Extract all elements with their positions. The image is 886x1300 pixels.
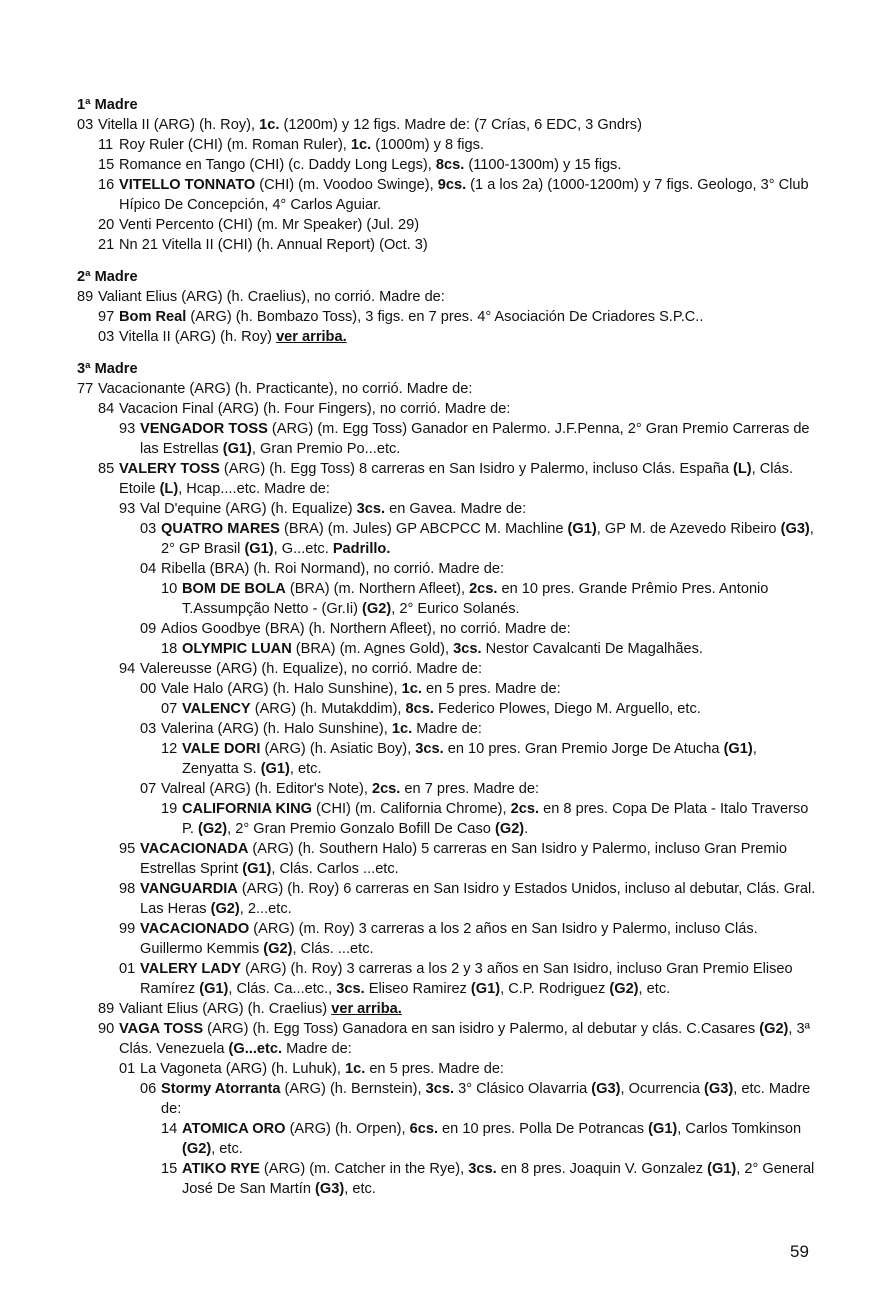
entry-text [182,799,817,839]
text-run: , Clás. Ca...etc., [228,981,337,997]
emphasis-text: (G1) [648,1121,678,1137]
emphasis-text: 1c. [350,137,372,153]
entry-text [98,115,817,135]
text-run: (ARG) (h. Orpen), [285,1121,410,1137]
text-run: Roy Ruler (CHI) (m. Roman Ruler), [119,137,351,153]
emphasis-text: (G2) [494,821,525,837]
emphasis-text: 6cs. [409,1121,438,1137]
entry-text [182,639,817,659]
entry-text [119,307,817,327]
pedigree-entry [161,639,817,659]
birth-year: 93 [119,501,136,517]
emphasis-text: (G...etc. [228,1041,283,1057]
entry-text [119,215,817,235]
text-run: , 2° GP Brasil [161,521,814,557]
emphasis-text: 3cs. [415,741,444,757]
pedigree-entry [98,327,817,347]
text-run: Vale Halo (ARG) (h. Halo Sunshine), [161,681,402,697]
text-run: (ARG) (h. Asiatic Boy), [260,741,416,757]
emphasis-text: (G2) [362,601,392,617]
text-run: Nestor Cavalcanti De Magalhães. [481,641,703,657]
text-run: (BRA) (m. Northern Afleet), [285,581,470,597]
dam-section [77,267,817,347]
entry-text [119,399,817,419]
emphasis-text: 1c. [259,117,280,133]
text-run: Venti Percento (CHI) (m. Mr Speaker) (Jul. 29) [119,217,420,233]
emphasis-text: VACACIONADO [140,921,250,937]
entry-text [119,155,817,175]
pedigree-entry [140,619,817,639]
text-run: (ARG) (h. Bernstein), [280,1081,426,1097]
birth-year: 99 [119,921,136,937]
entry-text [119,235,817,255]
pedigree-entry [98,215,817,235]
entry-text [140,419,817,459]
pedigree-entry [161,739,817,779]
entry-text [182,699,817,719]
text-run: , Gran Premio Po...etc. [251,441,401,457]
emphasis-text: (G2) [609,981,639,997]
emphasis-text: (G1) [199,981,229,997]
emphasis-text: 9cs. [437,177,467,193]
emphasis-text: VANGUARDIA [140,881,238,897]
cross-reference: ver arriba. [331,1001,402,1017]
emphasis-text: (G2) [263,941,293,957]
text-run: , 2...etc. [239,901,292,917]
birth-year: 03 [140,521,157,537]
text-run: , Clás. ...etc. [292,941,374,957]
text-run: , 3ª Clás. Venezuela [119,1021,811,1057]
text-run: , Carlos Tomkinson [677,1121,802,1137]
emphasis-text: VACACIONADA [140,841,249,857]
pedigree-entry [119,959,817,999]
birth-year: 09 [140,621,157,637]
text-run: Ribella (BRA) (h. Roi Normand), no corrió. Madre de: [161,561,505,577]
text-run: La Vagoneta (ARG) (h. Luhuk), [140,1061,345,1077]
emphasis-text: OLYMPIC LUAN [182,641,292,657]
text-run: , 2° Gran Premio Gonzalo Bofill De Caso [227,821,495,837]
emphasis-text: VITELLO TONNATO [119,177,256,193]
entry-text [161,779,817,799]
text-run: (1100-1300m) y 15 figs. [464,157,622,173]
text-run: (1200m) y 12 figs. Madre de: (7 Crías, 6 EDC, 3 Gndrs) [279,117,642,133]
birth-year: 14 [161,1121,178,1137]
text-run: en 8 pres. Copa De Plata - Italo Traverso P. [182,801,809,837]
text-run: (ARG) (h. Mutakddim), [250,701,406,717]
entry-text [119,1019,817,1059]
section-heading: 1ª Madre [77,97,138,113]
text-run: , 2° Eurico Solanés. [391,601,520,617]
birth-year: 06 [140,1081,157,1097]
pedigree-entry [119,1059,817,1079]
emphasis-text: (G1) [242,861,272,877]
dam-section [77,95,817,255]
text-run: , Clás. Etoile [119,461,793,497]
text-run: en 10 pres. Grande Prêmio Pres. Antonio T.Assumpção Netto - (Gr.Ii) [182,581,769,617]
text-run: Val D'equine (ARG) (h. Equalize) [140,501,357,517]
text-run: , Hcap....etc. Madre de: [178,481,330,497]
section-heading: 2ª Madre [77,269,138,285]
entry-text [182,579,817,619]
birth-year: 84 [98,401,115,417]
pedigree-entry [161,1159,817,1199]
pedigree-entry [140,559,817,579]
emphasis-text: VAGA TOSS [119,1021,204,1037]
text-run: , etc. Madre de: [161,1081,811,1117]
text-run: 3° Clásico Olavarria [454,1081,592,1097]
birth-year: 21 [98,237,115,253]
emphasis-text: 3cs. [356,501,386,517]
pedigree-entry [77,379,817,399]
text-run: Madre de: [412,721,482,737]
text-run: (BRA) (m. Agnes Gold), [291,641,454,657]
emphasis-text: VALERY TOSS [119,461,220,477]
emphasis-text: (L) [733,461,752,477]
emphasis-text: (L) [159,481,179,497]
text-run: Valerina (ARG) (h. Halo Sunshine), [161,721,392,737]
birth-year: 89 [77,289,94,305]
text-run: Valreal (ARG) (h. Editor's Note), [161,781,372,797]
emphasis-text: BOM DE BOLA [182,581,286,597]
birth-year: 12 [161,741,178,757]
birth-year: 07 [140,781,157,797]
text-run: , Ocurrencia [620,1081,705,1097]
entry-text [161,679,817,699]
pedigree-document [77,95,817,1211]
text-run: Valiant Elius (ARG) (h. Craelius) [119,1001,332,1017]
text-run: , etc. [289,761,322,777]
text-run: (BRA) (m. Jules) GP ABCPCC M. Machline [279,521,568,537]
birth-year: 03 [140,721,157,737]
pedigree-entry [140,679,817,699]
text-run: (CHI) (m. Voodoo Swinge), [255,177,438,193]
text-run: , C.P. Rodriguez [500,981,610,997]
text-run: (ARG) (h. Roy) 3 carreras a los 2 y 3 años en San Isidro, incluso Gran Premio Eliseo Ramírez [140,961,793,997]
emphasis-text: 8cs. [435,157,465,173]
entry-text [140,839,817,879]
emphasis-text: QUATRO MARES [161,521,280,537]
pedigree-entry [119,919,817,959]
text-run: , GP M. de Azevedo Ribeiro [596,521,781,537]
emphasis-text: VALE DORI [182,741,261,757]
pedigree-entry [161,699,817,719]
text-run: Vitella II (ARG) (h. Roy) [119,329,277,345]
birth-year: 95 [119,841,136,857]
emphasis-text: ATOMICA ORO [182,1121,286,1137]
birth-year: 03 [98,329,115,345]
emphasis-text: ATIKO RYE [182,1161,260,1177]
emphasis-text: 2cs. [469,581,498,597]
birth-year: 04 [140,561,157,577]
text-run: Vacacionante (ARG) (h. Practicante), no corrió. Madre de: [98,381,473,397]
pedigree-entry [77,287,817,307]
emphasis-text: (G3) [315,1181,345,1197]
emphasis-text: 3cs. [425,1081,455,1097]
emphasis-text: 3cs. [336,981,365,997]
text-run: Vacacion Final (ARG) (h. Four Fingers), no corrió. Madre de: [119,401,511,417]
text-run: en 10 pres. Gran Premio Jorge De Atucha [443,741,724,757]
birth-year: 16 [98,177,115,193]
text-run: en 10 pres. Polla De Potrancas [438,1121,649,1137]
birth-year: 77 [77,381,94,397]
entry-text [119,135,817,155]
text-run: . [524,821,529,837]
emphasis-text: (G1) [723,741,753,757]
text-run: (CHI) (m. California Chrome), [311,801,511,817]
emphasis-text: 2cs. [510,801,540,817]
birth-year: 01 [119,1061,136,1077]
emphasis-text: 3cs. [453,641,482,657]
birth-year: 98 [119,881,136,897]
emphasis-text: 1c. [401,681,422,697]
emphasis-text: (G1) [222,441,252,457]
birth-year: 07 [161,701,178,717]
cross-reference: ver arriba. [276,329,347,345]
text-run: (ARG) (m. Roy) 3 carreras a los 2 años en San Isidro y Palermo, incluso Clás. Guillermo Kemmis [140,921,758,957]
emphasis-text: VALERY LADY [140,961,242,977]
entry-text [182,739,817,779]
text-run: (ARG) (m. Catcher in the Rye), [259,1161,469,1177]
text-run: (ARG) (h. Egg Toss) Ganadora en san isidro y Palermo, al debutar y clás. C.Casares [203,1021,760,1037]
pedigree-entry [98,307,817,327]
pedigree-entry [98,135,817,155]
emphasis-text: (G1) [470,981,501,997]
pedigree-entry [98,399,817,419]
birth-year: 19 [161,801,178,817]
emphasis-text: (G2) [197,821,228,837]
emphasis-text: (G1) [244,541,274,557]
birth-year: 10 [161,581,178,597]
text-run: , G...etc. [273,541,333,557]
pedigree-entry [161,579,817,619]
entry-text [161,719,817,739]
page-number: 59 [790,1242,809,1261]
pedigree-entry [119,659,817,679]
birth-year: 85 [98,461,115,477]
pedigree-entry [98,235,817,255]
emphasis-text: (G1) [567,521,597,537]
birth-year: 01 [119,961,136,977]
text-run: Valiant Elius (ARG) (h. Craelius), no corrió. Madre de: [98,289,445,305]
emphasis-text: (G2) [182,1141,212,1157]
text-run: (1000m) y 8 figs. [371,137,484,153]
text-run: Federico Plowes, Diego M. Arguello, etc. [433,701,701,717]
birth-year: 94 [119,661,136,677]
emphasis-text: (G3) [704,1081,734,1097]
birth-year: 18 [161,641,178,657]
emphasis-text: CALIFORNIA KING [182,801,312,817]
entry-text [98,379,817,399]
text-run: (ARG) (h. Roy) 6 carreras en San Isidro y Estados Unidos, incluso al debutar, Clás. Gral. Las Heras [140,881,816,917]
pedigree-entry [98,459,817,499]
entry-text [140,499,817,519]
text-run: (ARG) (h. Egg Toss) 8 carreras en San Isidro y Palermo, incluso Clás. España [219,461,733,477]
pedigree-entry [119,879,817,919]
pedigree-entry [119,839,817,879]
pedigree-entry [161,799,817,839]
emphasis-text: Padrillo. [332,541,391,557]
birth-year: 90 [98,1021,115,1037]
emphasis-text: 1c. [391,721,413,737]
entry-text [98,287,817,307]
entry-text [140,959,817,999]
entry-text [119,175,817,215]
birth-year: 03 [77,117,94,133]
pedigree-entry [140,1079,817,1119]
text-run: (1 a los 2a) (1000-1200m) y 7 figs. Geologo, 3° Club Hípico De Concepción, 4° Carlos Aguiar. [119,177,809,213]
birth-year: 89 [98,1001,115,1017]
birth-year: 15 [98,157,115,173]
text-run: Valereusse (ARG) (h. Equalize), no corrió. Madre de: [140,661,483,677]
text-run: en 5 pres. Madre de: [365,1061,504,1077]
text-run: en Gavea. Madre de: [385,501,527,517]
pedigree-entry [98,999,817,1019]
birth-year: 20 [98,217,115,233]
text-run: Adios Goodbye (BRA) (h. Northern Afleet), no corrió. Madre de: [161,621,571,637]
birth-year: 00 [140,681,157,697]
entry-text [140,659,817,679]
text-run: , etc. [638,981,671,997]
entry-text [140,919,817,959]
text-run: en 8 pres. Joaquin V. Gonzalez [496,1161,708,1177]
emphasis-text: VALENCY [182,701,251,717]
emphasis-text: (G3) [591,1081,621,1097]
text-run: Madre de: [282,1041,352,1057]
emphasis-text: VENGADOR TOSS [140,421,268,437]
emphasis-text: 1c. [344,1061,366,1077]
emphasis-text: (G1) [260,761,290,777]
entry-text [140,879,817,919]
emphasis-text: (G2) [759,1021,789,1037]
pedigree-entry [140,519,817,559]
emphasis-text: (G2) [210,901,240,917]
entry-text [182,1119,817,1159]
birth-year: 15 [161,1161,178,1177]
birth-year: 93 [119,421,136,437]
birth-year: 97 [98,309,115,325]
pedigree-entry [98,155,817,175]
text-run: (ARG) (h. Bombazo Toss), 3 figs. en 7 pres. 4° Asociación De Criadores S.P.C.. [186,309,704,325]
text-run: (ARG) (m. Egg Toss) Ganador en Palermo. J.F.Penna, 2° Gran Premio Carreras de las Estrellas [140,421,810,457]
text-run: (ARG) (h. Southern Halo) 5 carreras en San Isidro y Palermo, incluso Gran Premio Estrellas Sprint [140,841,787,877]
entry-text [119,459,817,499]
emphasis-text: 2cs. [371,781,401,797]
pedigree-entry [98,175,817,215]
emphasis-text: (G3) [780,521,810,537]
section-heading: 3ª Madre [77,361,138,377]
text-run: , etc. [344,1181,376,1197]
pedigree-entry [119,499,817,519]
entry-text [161,619,817,639]
emphasis-text: 3cs. [468,1161,497,1177]
pedigree-entry [98,1019,817,1059]
text-run: Vitella II (ARG) (h. Roy), [98,117,260,133]
emphasis-text: 8cs. [405,701,434,717]
pedigree-entry [77,115,817,135]
emphasis-text: Stormy Atorranta [161,1081,281,1097]
text-run: , Clás. Carlos ...etc. [271,861,399,877]
entry-text [161,519,817,559]
entry-text [140,1059,817,1079]
text-run: en 5 pres. Madre de: [421,681,561,697]
text-run: Eliseo Ramirez [364,981,471,997]
entry-text [119,327,817,347]
birth-year: 11 [98,137,114,153]
text-run: Nn 21 Vitella II (CHI) (h. Annual Report) (Oct. 3) [119,237,428,253]
entry-text [182,1159,817,1199]
pedigree-entry [140,719,817,739]
entry-text [161,1079,817,1119]
dam-section [77,359,817,1199]
entry-text [161,559,817,579]
text-run: , etc. [211,1141,243,1157]
text-run: , 2° General José De San Martín [182,1161,815,1197]
text-run: Romance en Tango (CHI) (c. Daddy Long Legs), [119,157,436,173]
text-run: , Zenyatta S. [182,741,757,777]
pedigree-entry [140,779,817,799]
emphasis-text: (G1) [707,1161,737,1177]
emphasis-text: Bom Real [119,309,187,325]
pedigree-entry [161,1119,817,1159]
pedigree-entry [119,419,817,459]
text-run: en 7 pres. Madre de: [400,781,540,797]
entry-text [119,999,817,1019]
